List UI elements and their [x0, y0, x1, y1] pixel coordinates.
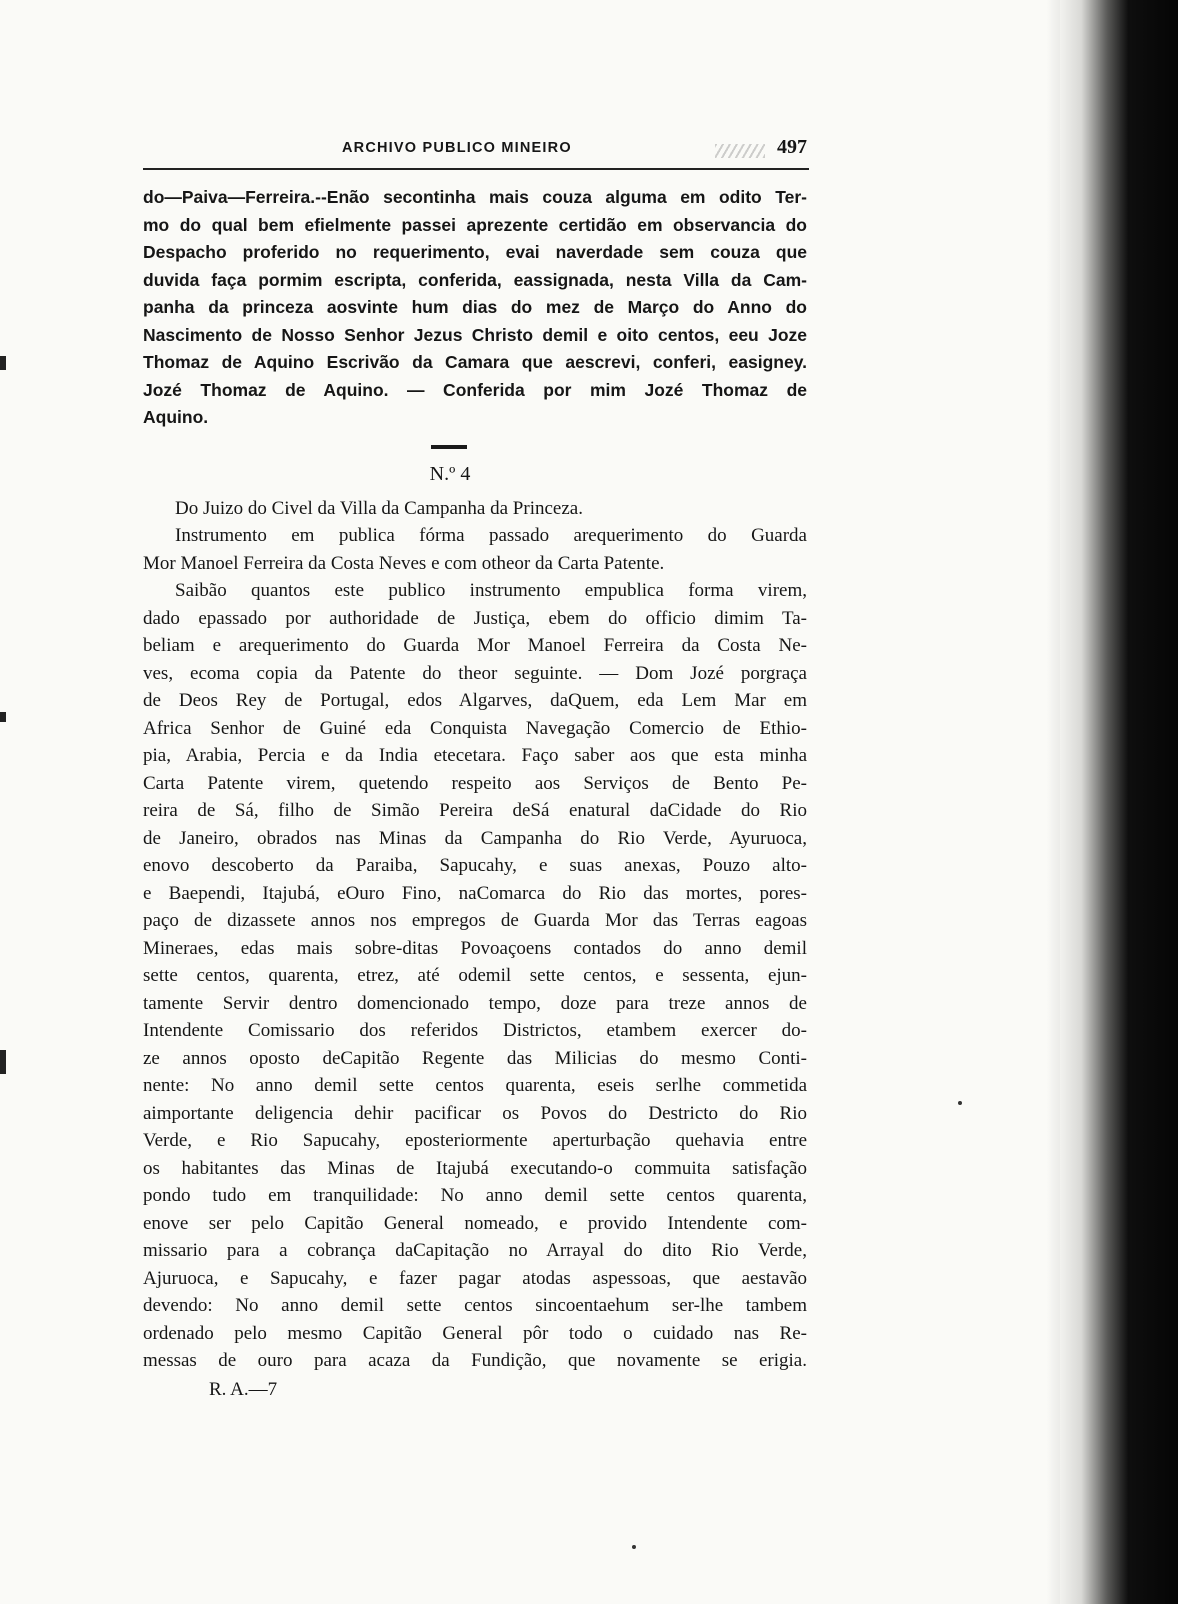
text-line: reira de Sá, filho de Simão Pereira deSá enatural daCidade do Rio	[143, 800, 807, 821]
text-line: paço de dizassete annos nos empregos de Guarda Mor das Terras eagoas	[143, 910, 807, 931]
text-line: Despacho proferido no requerimento, evai naverdade sem couza que	[143, 242, 807, 262]
text-line: Verde, e Rio Sapucahy, eposteriormente aperturbação quehavia entre	[143, 1130, 807, 1151]
text-line: enovo descoberto da Paraiba, Sapucahy, e suas anexas, Pouzo alto-	[143, 855, 807, 876]
text-line: dado epassado por authoridade de Justiça, ebem do officio dimim Ta-	[143, 607, 807, 629]
text-line: duvida faça pormim escripta, conferida, eassignada, nesta Villa da Cam-	[143, 269, 807, 290]
text-line: pia, Arabia, Percia e da India etecetara. Faço saber aos que esta minha	[143, 745, 807, 766]
running-header	[143, 130, 813, 164]
continuation-paragraph	[143, 184, 813, 432]
ink-speck	[632, 1545, 636, 1549]
summary-line: Instrumento em publica fórma passado arequerimento do Guarda	[175, 525, 807, 546]
text-line: e Baependi, Itajubá, eOuro Fino, naComarca do Rio das mortes, pores-	[143, 882, 807, 904]
section-number: N.º 4	[429, 462, 471, 485]
text-line: mo do qual bem efielmente passei aprezente certidão em observancia do	[143, 214, 807, 235]
text-line: de Janeiro, obrados nas Minas da Campanha do Rio Verde, Ayuruoca,	[143, 827, 807, 849]
section-separator	[431, 445, 467, 449]
section-heading-block	[143, 495, 813, 578]
document-page	[143, 130, 813, 1405]
text-line: Africa Senhor de Guiné eda Conquista Navegação Comercio de Ethio-	[143, 717, 807, 739]
page-gutter-shadow	[1046, 0, 1060, 1604]
page-number: 497	[777, 136, 807, 158]
text-line: pondo tudo em tranquilidade: No anno demil sette centos quarenta,	[143, 1185, 807, 1206]
text-line: ordenado pelo mesmo Capitão General pôr todo o cuidado nas Re-	[143, 1322, 807, 1344]
text-line: Aquino.	[143, 407, 209, 427]
text-line: enove ser pelo Capitão General nomeado, e provido Intendente com-	[143, 1212, 807, 1234]
text-line: sette centos, quarenta, etrez, até odemil sette centos, e sessenta, ejun-	[143, 965, 807, 986]
margin-mark	[0, 712, 6, 722]
text-line: panha da princeza aosvinte hum dias do mez de Março do Anno do	[143, 297, 807, 317]
margin-mark	[0, 356, 6, 370]
margin-mark	[0, 1050, 6, 1074]
text-line: messas de ouro para acaza da Fundição, que novamente se erigia.	[143, 1350, 807, 1371]
summary-line: Mor Manoel Ferreira da Costa Neves e com otheor da Carta Patente.	[143, 552, 665, 574]
text-line: os habitantes das Minas de Itajubá executando-o commuita satisfação	[143, 1157, 807, 1179]
text-line: de Deos Rey de Portugal, edos Algarves, daQuem, eda Lem Mar em	[143, 690, 807, 711]
text-line: Thomaz de Aquino Escrivão da Camara que aescrevi, conferi, easigney.	[143, 352, 807, 372]
text-line: nente: No anno demil sette centos quarenta, eseis serlhe commetida	[143, 1075, 807, 1096]
text-line: Intendente Comissario dos referidos Districtos, etambem exercer do-	[143, 1020, 807, 1041]
text-line: Jozé Thomaz de Aquino. — Conferida por mim Jozé Thomaz de	[143, 379, 807, 400]
signature-mark: R. A.—7	[209, 1378, 278, 1400]
text-line: Ajuruoca, e Sapucahy, e fazer pagar atodas aspessoas, que aestavão	[143, 1267, 807, 1289]
text-line: Saibão quantos este publico instrumento empublica forma virem,	[175, 580, 807, 601]
text-line: ze annos oposto deCapitão Regente das Milicias do mesmo Conti-	[143, 1047, 807, 1069]
text-line: ves, ecoma copia da Patente do theor seguinte. — Dom Jozé porgraça	[143, 662, 807, 684]
text-line: missario para a cobrança daCapitação no Arrayal do dito Rio Verde,	[143, 1240, 807, 1261]
text-line: aimportante deligencia dehir pacificar os Povos do Destricto do Rio	[143, 1102, 807, 1124]
text-line: beliam e arequerimento do Guarda Mor Manoel Ferreira da Costa Ne-	[143, 635, 807, 656]
text-line: devendo: No anno demil sette centos sincoentaehum ser-lhe tambem	[143, 1295, 807, 1316]
running-title: ARCHIVO PUBLICO MINEIRO	[342, 140, 572, 156]
source-line: Do Juizo do Civel da Villa da Campanha da Princeza.	[175, 497, 583, 519]
print-smudge	[715, 144, 765, 158]
text-line: tamente Servir dentro domencionado tempo, doze para treze annos de	[143, 992, 807, 1014]
book-binding-edge	[1060, 0, 1178, 1604]
ink-speck	[958, 1101, 962, 1105]
header-rule	[143, 168, 809, 170]
text-line: do—Paiva—Ferreira.--Enão secontinha mais couza alguma em odito Ter-	[143, 187, 807, 207]
text-line: Mineraes, edas mais sobre-ditas Povoaçoens contados do anno demil	[143, 937, 807, 959]
text-line: Carta Patente virem, quetendo respeito aos Serviços de Bento Pe-	[143, 772, 807, 794]
text-line: Nascimento de Nosso Senhor Jezus Christo demil e oito centos, eeu Joze	[143, 324, 807, 345]
instrument-paragraph	[143, 577, 813, 1375]
